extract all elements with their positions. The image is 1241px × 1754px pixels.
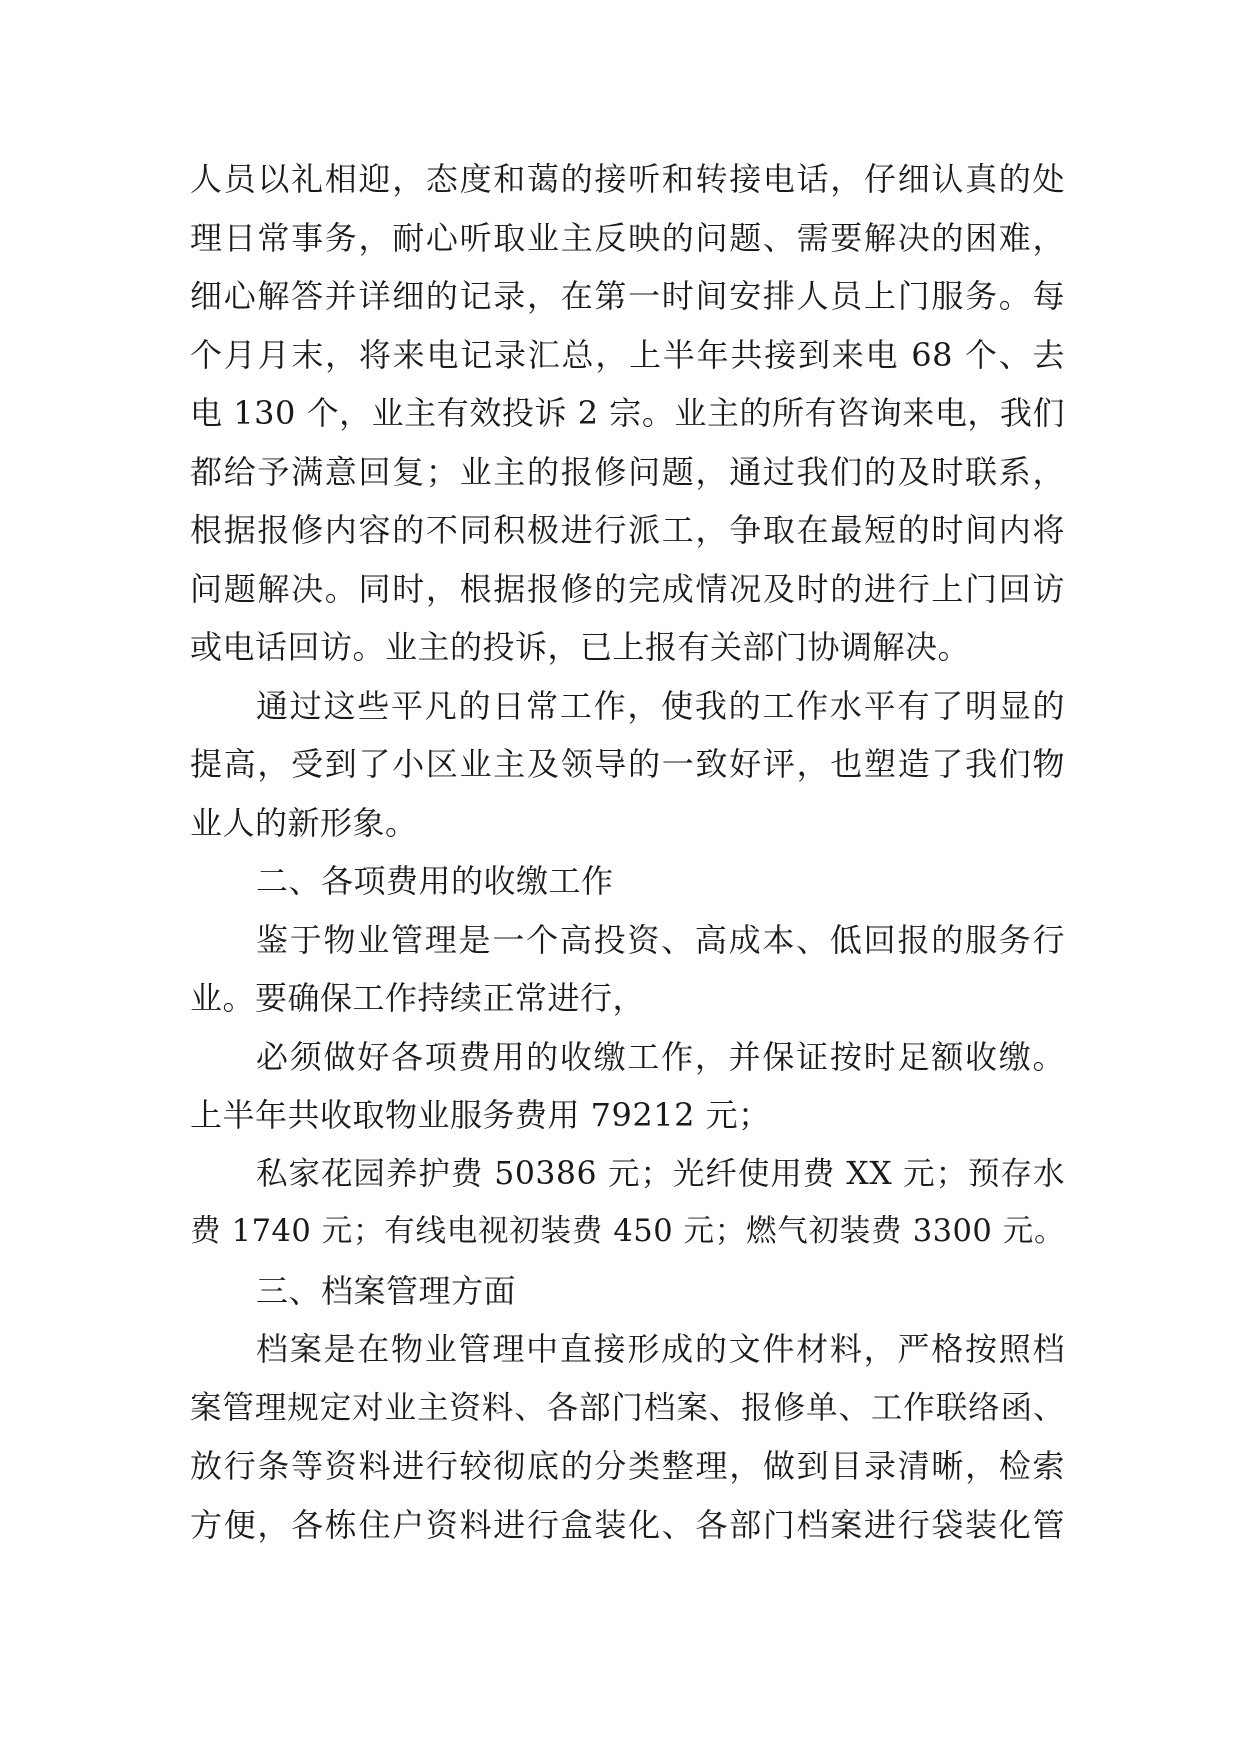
text-line: 细心解答并详细的记录，在第一时间安排人员上门服务。每 [190,277,1065,315]
text-line: 都给予满意回复；业主的报修问题，通过我们的及时联系， [190,452,1065,491]
text-line: 根据报修内容的不同积极进行派工，争取在最短的时间内将 [190,511,1065,549]
document-body [190,150,1065,1554]
text-line: 上半年共收取物业服务费用 79212 元； [190,1096,771,1134]
text-line: 放行条等资料进行较彻底的分类整理，做到目录清晰，检索 [190,1447,1065,1485]
text-line: 或电话回访。业主的投诉，已上报有关部门协调解决。 [190,628,971,666]
paragraph-start-line: 鉴于物业管理是一个高投资、高成本、低回报的服务行 [256,920,1065,959]
text-line: 业。要确保工作持续正常进行， [190,979,646,1017]
paragraph-start-line: 必须做好各项费用的收缴工作，并保证按时足额收缴。 [256,1037,1065,1076]
section-heading: 三、档案管理方面 [256,1271,517,1310]
text-line: 理日常事务，耐心听取业主反映的问题、需要解决的困难， [190,218,1065,257]
text-line: 提高，受到了小区业主及领导的一致好评，也塑造了我们物 [190,745,1065,783]
paragraph-start-line: 通过这些平凡的日常工作，使我的工作水平有了明显的 [256,686,1065,725]
text-line: 费 1740 元；有线电视初装费 450 元；燃气初装费 3300 元。 [190,1214,1065,1249]
paragraph-start-line: 私家花园养护费 50386 元；光纤使用费 XX 元；预存水 [256,1155,1065,1192]
paragraph-start-line: 档案是在物业管理中直接形成的文件材料，严格按照档 [256,1330,1065,1368]
text-line: 方便，各栋住户资料进行盒装化、各部门档案进行袋装化管 [190,1505,1065,1544]
text-line: 问题解决。同时，根据报修的完成情况及时的进行上门回访 [190,569,1065,608]
text-line: 业人的新形象。 [190,803,418,842]
text-line: 个月月末，将来电记录汇总，上半年共接到来电 68 个、去 [190,335,1065,374]
text-line: 电 130 个，业主有效投诉 2 宗。业主的所有咨询来电，我们 [190,394,1065,432]
section-heading: 二、各项费用的收缴工作 [256,862,614,900]
text-line: 人员以礼相迎，态度和蔼的接听和转接电话，仔细认真的处 [190,160,1065,198]
text-line: 案管理规定对业主资料、各部门档案、报修单、工作联络函、 [190,1389,1065,1426]
